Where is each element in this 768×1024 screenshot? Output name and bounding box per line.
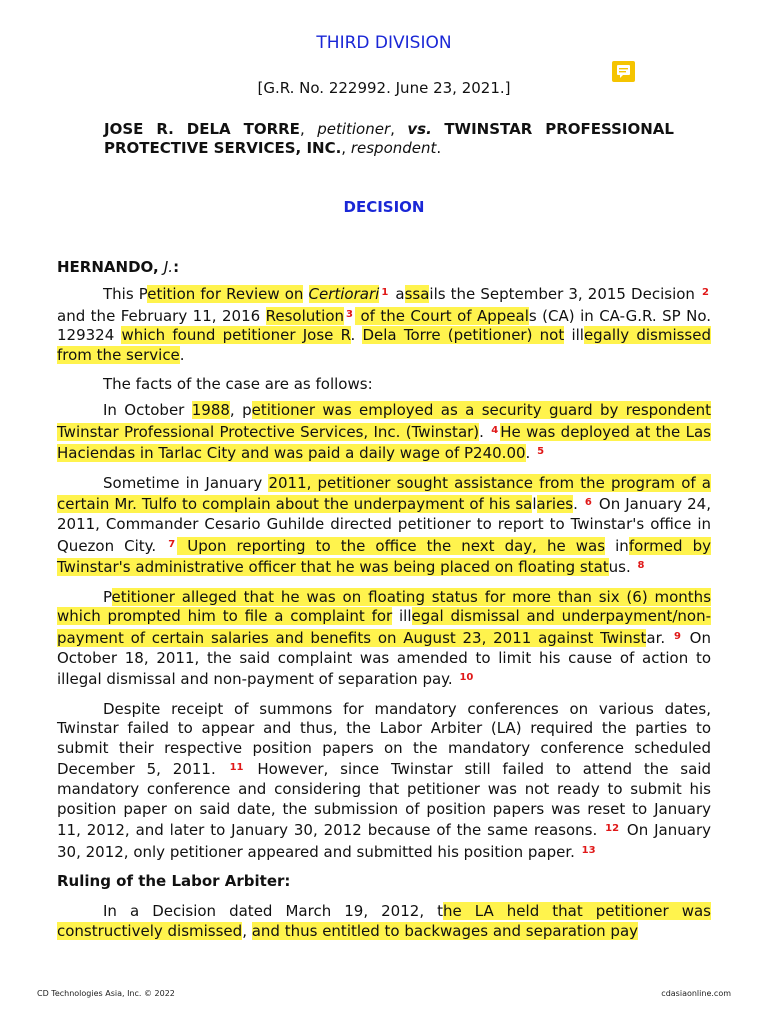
section-heading: Ruling of the Labor Arbiter:	[57, 872, 291, 891]
ponente-name: HERNANDO	[57, 258, 153, 276]
page-footer	[37, 989, 731, 998]
paragraph: Petitioner alleged that he was on floating status for more than six (6) months which prompted him to file a complaint for illegal dismissal and underpayment/non-payment of certain salaries and benefits on August 23, 2011 against Twinstar. $^9$ On October 18, 2011, the said complaint was amended to limit his cause of action to illegal dismissal and non-payment of separation pay. $^{10}$	[57, 587, 712, 689]
ponente-suffix: J.	[163, 258, 174, 276]
footnote-link[interactable]: 6	[584, 497, 592, 509]
footnote-link[interactable]: 3	[346, 308, 353, 320]
footer-site: cdasiaonline.com	[661, 989, 731, 998]
case-number: [G.R. No. 222992. June 23, 2021.]	[257, 79, 511, 97]
footnote-link[interactable]: 11	[229, 762, 244, 774]
division-heading: THIRD DIVISION	[316, 33, 452, 53]
decision-body	[57, 283, 711, 951]
paragraph: In a Decision dated March 19, 2012, the LA held that petitioner was constructively dismissed, and thus entitled to backwages and separation pay	[57, 902, 711, 940]
case-parties: JOSE R. DELA TORRE, petitioner, vs. TWINSTAR PROFESSIONAL PROTECTIVE SERVICES, INC., respondent.	[104, 120, 674, 157]
paragraph: The facts of the case are as follows:	[103, 375, 373, 394]
footer-copyright: CD Technologies Asia, Inc. © 2022	[37, 989, 175, 998]
paragraph: This Petition for Review on Certiorari $^1$ assails the September 3, 2015 Decision $^2$ and the February 11, 2016 Resolution $^3$ of the Court of Appeals (CA) in CA-G.R. SP No. 129324 which found petitioner Jose R. Dela Torre (petitioner) not illegally dismissed from the service.	[57, 285, 711, 364]
footnote-link[interactable]: 5	[537, 446, 545, 458]
paragraph: In October 1988, petitioner was employed as a security guard by respondent Twinstar Professional Protective Services, Inc. (Twinstar). $^4$ He was deployed at the Las Haciendas in Tarlac City and was paid a daily wage of P240.00. $^5$	[57, 400, 712, 463]
paragraph: Sometime in January 2011, petitioner sought assistance from the program of a certain Mr. Tulfo to complain about the underpayment of his salaries. $^6$ On January 24, 2011, Commander Cesario Guhilde directed petitioner to report to Twinstar's office in Quezon City. $^7$ Upon reporting to the office the next day, he was informed by Twinstar's administrative officer that he was being placed on floating status. $^8$	[57, 473, 712, 577]
paragraph: Despite receipt of summons for mandatory conferences on various dates, Twinstar failed to appear and thus, the Labor Arbiter (LA) required the parties to submit their respective position papers on the mandatory conference scheduled December 5, 2011. $^{11}$ However, since Twinstar still failed to attend the said mandatory conference and considering that petitioner was not ready to submit his position paper on said date, the submission of position papers was reset to January 11, 2012, and later to January 30, 2012 because of the same reasons. $^{12}$ On January 30, 2012, only petitioner appeared and submitted his position paper. $^{13}$	[57, 699, 712, 861]
footnote-link[interactable]: 13	[581, 844, 596, 856]
decision-title: DECISION	[343, 198, 425, 216]
footnote-link[interactable]: 7	[168, 538, 176, 550]
footnote-link[interactable]: 2	[702, 287, 709, 298]
ponente: HERNANDO, J.:	[57, 258, 180, 276]
petitioner-role: petitioner	[317, 120, 391, 138]
footnote-link[interactable]: 12	[605, 823, 620, 835]
footnote-link[interactable]: 1	[381, 287, 389, 298]
footnote-link[interactable]: 9	[673, 630, 681, 642]
respondent-name: TWINSTAR PROFESSIONAL PROTECTIVE SERVICES, INC.	[104, 120, 674, 157]
respondent-role: respondent	[350, 139, 437, 157]
footnote-link[interactable]: 10	[459, 672, 474, 684]
petitioner-name: JOSE R. DELA TORRE	[104, 120, 300, 138]
footnote-link[interactable]: 4	[491, 424, 499, 436]
footnote-link[interactable]: 8	[637, 560, 645, 572]
versus-label: vs.	[407, 120, 432, 138]
